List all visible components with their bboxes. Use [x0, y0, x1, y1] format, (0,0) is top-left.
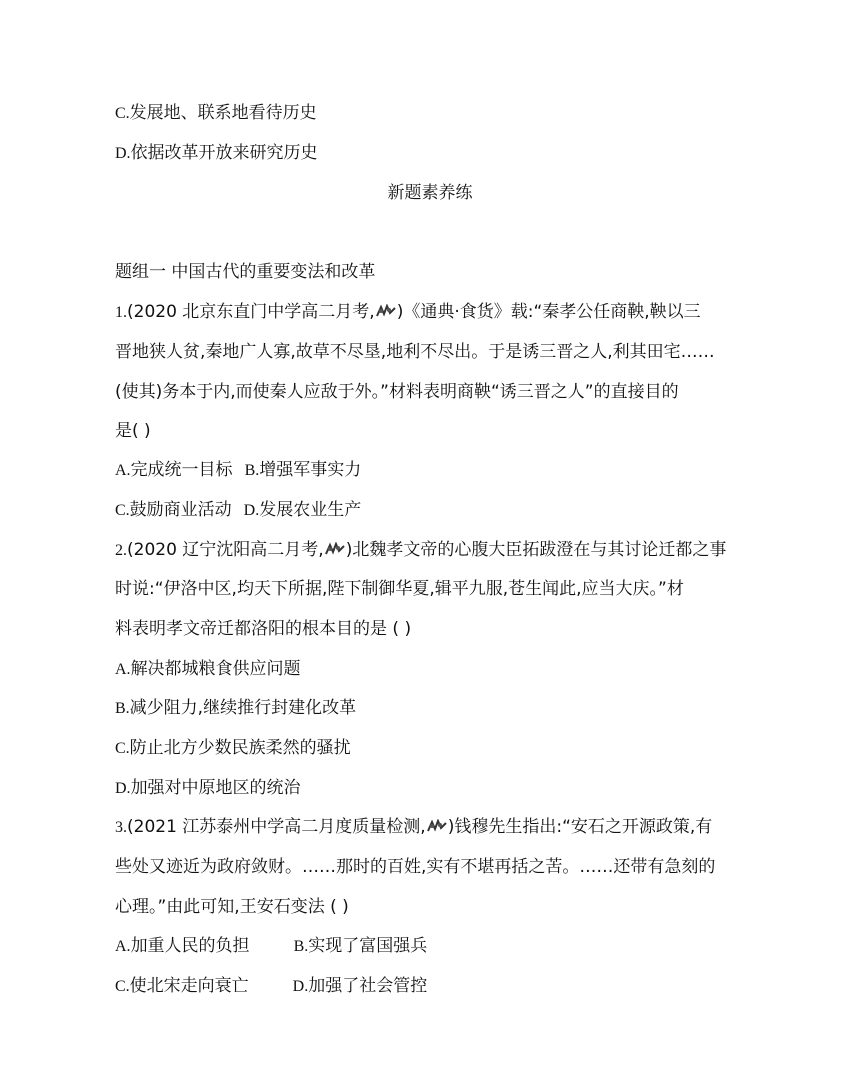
q2-option-a: A.解决都城粮食供应问题	[115, 659, 301, 679]
q1-line-1: 1.(2020 北京东直门中学高二月考, )《通典·食货》载:“秦孝公任商鞅,鞅以三	[115, 302, 701, 322]
q2-line-1: 2.(2020 辽宁沈阳高二月考, )北魏孝文帝的心腹大臣拓跋澄在与其讨论迁都之事	[115, 540, 727, 560]
difficulty-stars-icon	[324, 542, 346, 556]
q1-options-cd: C.鼓励商业活动 D.发展农业生产	[115, 500, 362, 520]
q3-line-2: 些处又迹近为政府敛财。……那时的百姓,实有不堪再括之苦。……还带有急刻的	[115, 857, 716, 877]
q3-line-3: 心理。”由此可知,王安石变法 ( )	[115, 897, 349, 917]
q1-line-4: 是( )	[115, 421, 151, 441]
q2-option-b: B.减少阻力,继续推行封建化改革	[115, 698, 357, 718]
q3-options-cd: C.使北宋走向衰亡 D.加强了社会管控	[115, 976, 428, 996]
difficulty-stars-icon	[426, 819, 448, 833]
prev-option-d: D.依据改革开放来研究历史	[115, 143, 318, 163]
q1-line-3: (使其)务本于内,而使秦人应敌于外。”材料表明商鞅“诱三晋之人”的直接目的	[115, 382, 679, 402]
q1-options-ab: A.完成统一目标 B.增强军事实力	[115, 460, 362, 480]
prev-option-c: C.发展地、联系地看待历史	[115, 103, 317, 123]
q3-line-1: 3.(2021 江苏泰州中学高二月度质量检测, )钱穆先生指出:“安石之开源政策,有	[115, 817, 713, 837]
q2-line-2: 时说:“伊洛中区,均天下所据,陛下制御华夏,辑平九服,苍生闻此,应当大庆。”材	[115, 579, 684, 599]
q2-option-d: D.加强对中原地区的统治	[115, 778, 301, 798]
q2-line-3: 料表明孝文帝迁都洛阳的根本目的是 ( )	[115, 619, 412, 639]
difficulty-stars-icon	[375, 304, 397, 318]
q1-line-2: 晋地狭人贫,秦地广人寡,故草不尽垦,地利不尽出。于是诱三晋之人,利其田宅……	[115, 342, 715, 362]
q3-options-ab: A.加重人民的负担 B.实现了富国强兵	[115, 936, 428, 956]
group-title: 题组一 中国古代的重要变法和改革	[115, 262, 376, 282]
q2-option-c: C.防止北方少数民族柔然的骚扰	[115, 738, 351, 758]
section-title: 新题素养练	[387, 183, 473, 203]
